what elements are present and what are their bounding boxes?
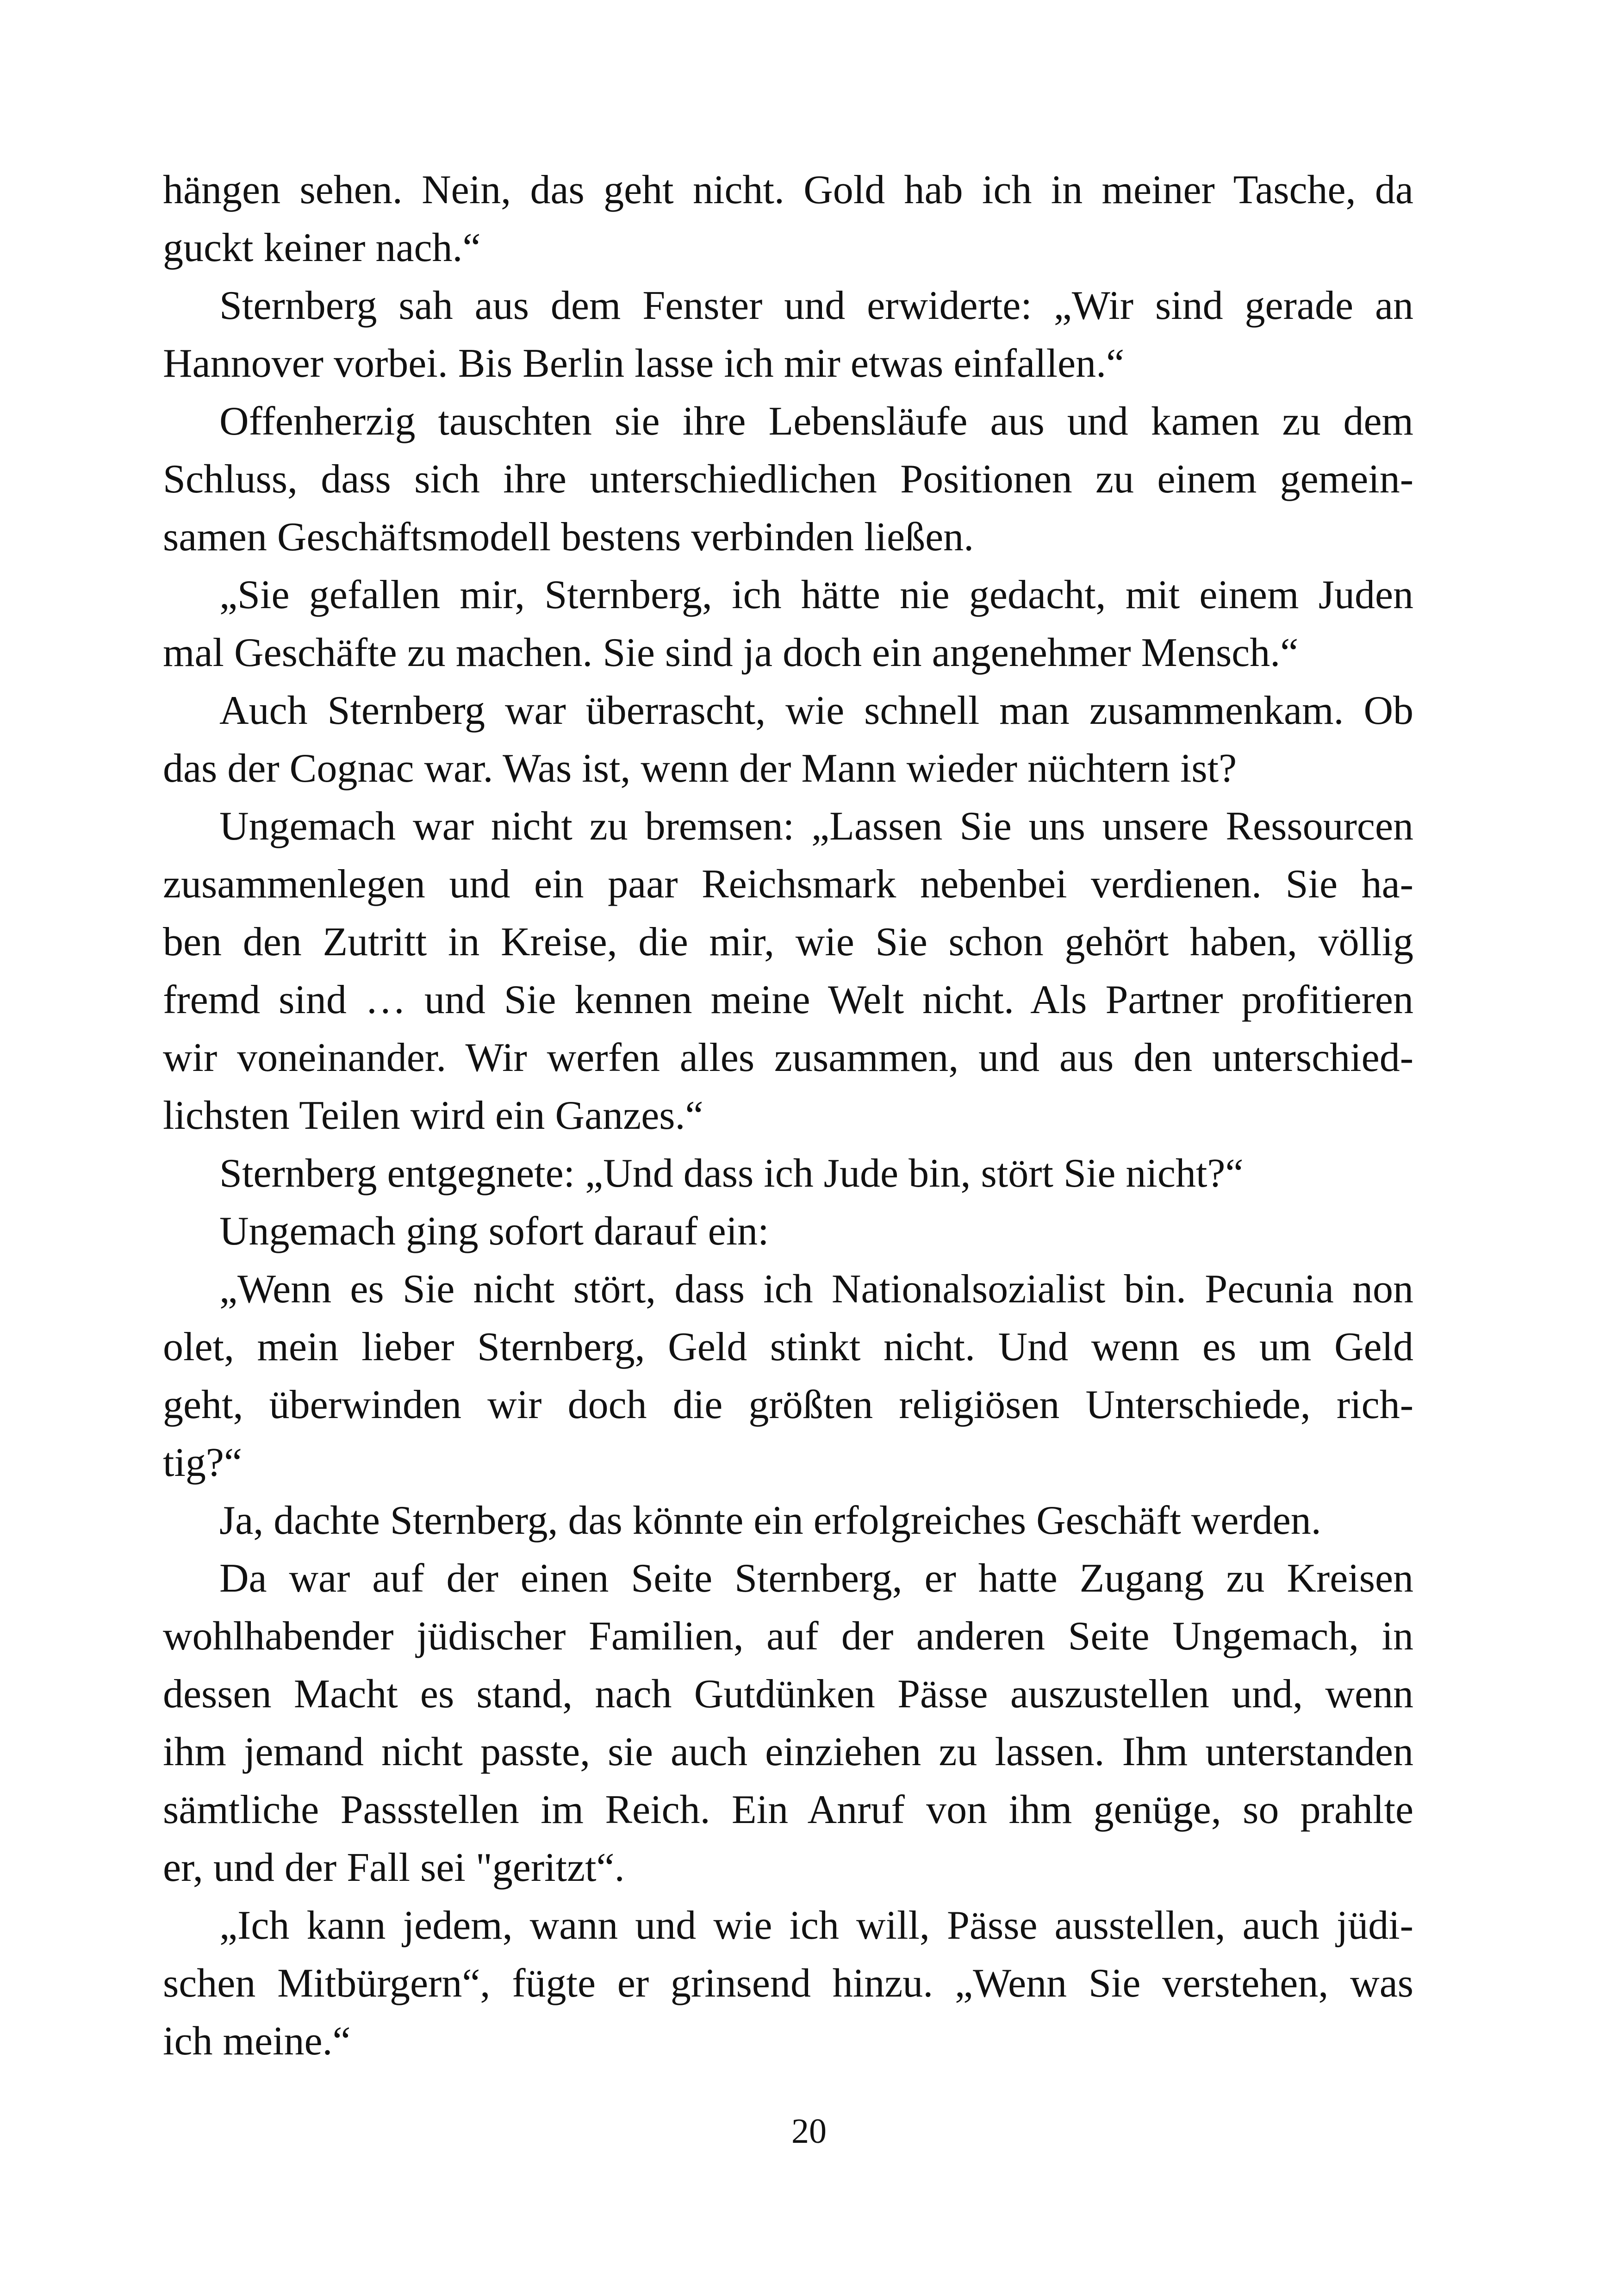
text-line: zusammenlegen und ein paar Reichsmark nebenbei verdienen. Sie ha- [163, 862, 1413, 907]
text-line: samen Geschäftsmodell bestens verbinden ließen. [163, 515, 974, 560]
text-line: geht, überwinden wir doch die größten religiösen Unterschiede, rich- [163, 1382, 1413, 1427]
text-line: Ungemach ging sofort darauf ein: [219, 1209, 769, 1254]
text-line: fremd sind … und Sie kennen meine Welt nicht. Als Partner profitieren [163, 977, 1413, 1022]
page-number: 20 [791, 2112, 827, 2151]
text-line: Schluss, dass sich ihre unterschiedlichen Positionen zu einem gemein- [163, 457, 1413, 502]
text-line: „Ich kann jedem, wann und wie ich will, Pässe ausstellen, auch jüdi- [219, 1903, 1413, 1948]
text-line: „Sie gefallen mir, Sternberg, ich hätte nie gedacht, mit einem Juden [219, 572, 1413, 617]
text-line: Sternberg sah aus dem Fenster und erwiderte: „Wir sind gerade an [219, 283, 1413, 328]
text-line: ihm jemand nicht passte, sie auch einziehen zu lassen. Ihm unterstanden [163, 1730, 1413, 1774]
text-line: Ungemach war nicht zu bremsen: „Lassen Sie uns unsere Ressourcen [219, 804, 1413, 849]
text-line: wir voneinander. Wir werfen alles zusammen, und aus den unterschied- [163, 1035, 1413, 1080]
text-line: schen Mitbürgern“, fügte er grinsend hinzu. „Wenn Sie verstehen, was [163, 1961, 1413, 2006]
text-line: wohlhabender jüdischer Familien, auf der anderen Seite Ungemach, in [163, 1614, 1413, 1659]
text-line: Da war auf der einen Seite Sternberg, er hatte Zugang zu Kreisen [219, 1556, 1413, 1601]
text-line: Offenherzig tauschten sie ihre Lebensläufe aus und kamen zu dem [219, 399, 1413, 444]
text-line: dessen Macht es stand, nach Gutdünken Pässe auszustellen und, wenn [163, 1672, 1413, 1717]
body-text [163, 161, 1413, 2070]
text-line: das der Cognac war. Was ist, wenn der Mann wieder nüchtern ist? [163, 746, 1237, 791]
text-line: mal Geschäfte zu machen. Sie sind ja doch ein angenehmer Mensch.“ [163, 630, 1299, 675]
text-line: olet, mein lieber Sternberg, Geld stinkt nicht. Und wenn es um Geld [163, 1325, 1413, 1369]
text-line: er, und der Fall sei "geritzt“. [163, 1845, 625, 1890]
text-line: sämtliche Passstellen im Reich. Ein Anruf von ihm genüge, so prahlte [163, 1787, 1413, 1832]
text-line: ben den Zutritt in Kreise, die mir, wie Sie schon gehört haben, völlig [163, 920, 1413, 964]
text-line: guckt keiner nach.“ [163, 225, 481, 270]
text-line: „Wenn es Sie nicht stört, dass ich Nationalsozialist bin. Pecunia non [219, 1267, 1413, 1312]
text-line: Auch Sternberg war überrascht, wie schnell man zusammenkam. Ob [219, 688, 1413, 733]
text-line: lichsten Teilen wird ein Ganzes.“ [163, 1093, 703, 1138]
text-line: Sternberg entgegnete: „Und dass ich Jude bin, stört Sie nicht?“ [219, 1151, 1244, 1196]
text-line: ich meine.“ [163, 2019, 351, 2064]
text-line: Ja, dachte Sternberg, das könnte ein erfolgreiches Geschäft werden. [219, 1498, 1321, 1543]
text-line: tig?“ [163, 1440, 243, 1485]
text-line: Hannover vorbei. Bis Berlin lasse ich mir etwas einfallen.“ [163, 341, 1125, 386]
text-line: hängen sehen. Nein, das geht nicht. Gold hab ich in meiner Tasche, da [163, 168, 1413, 212]
